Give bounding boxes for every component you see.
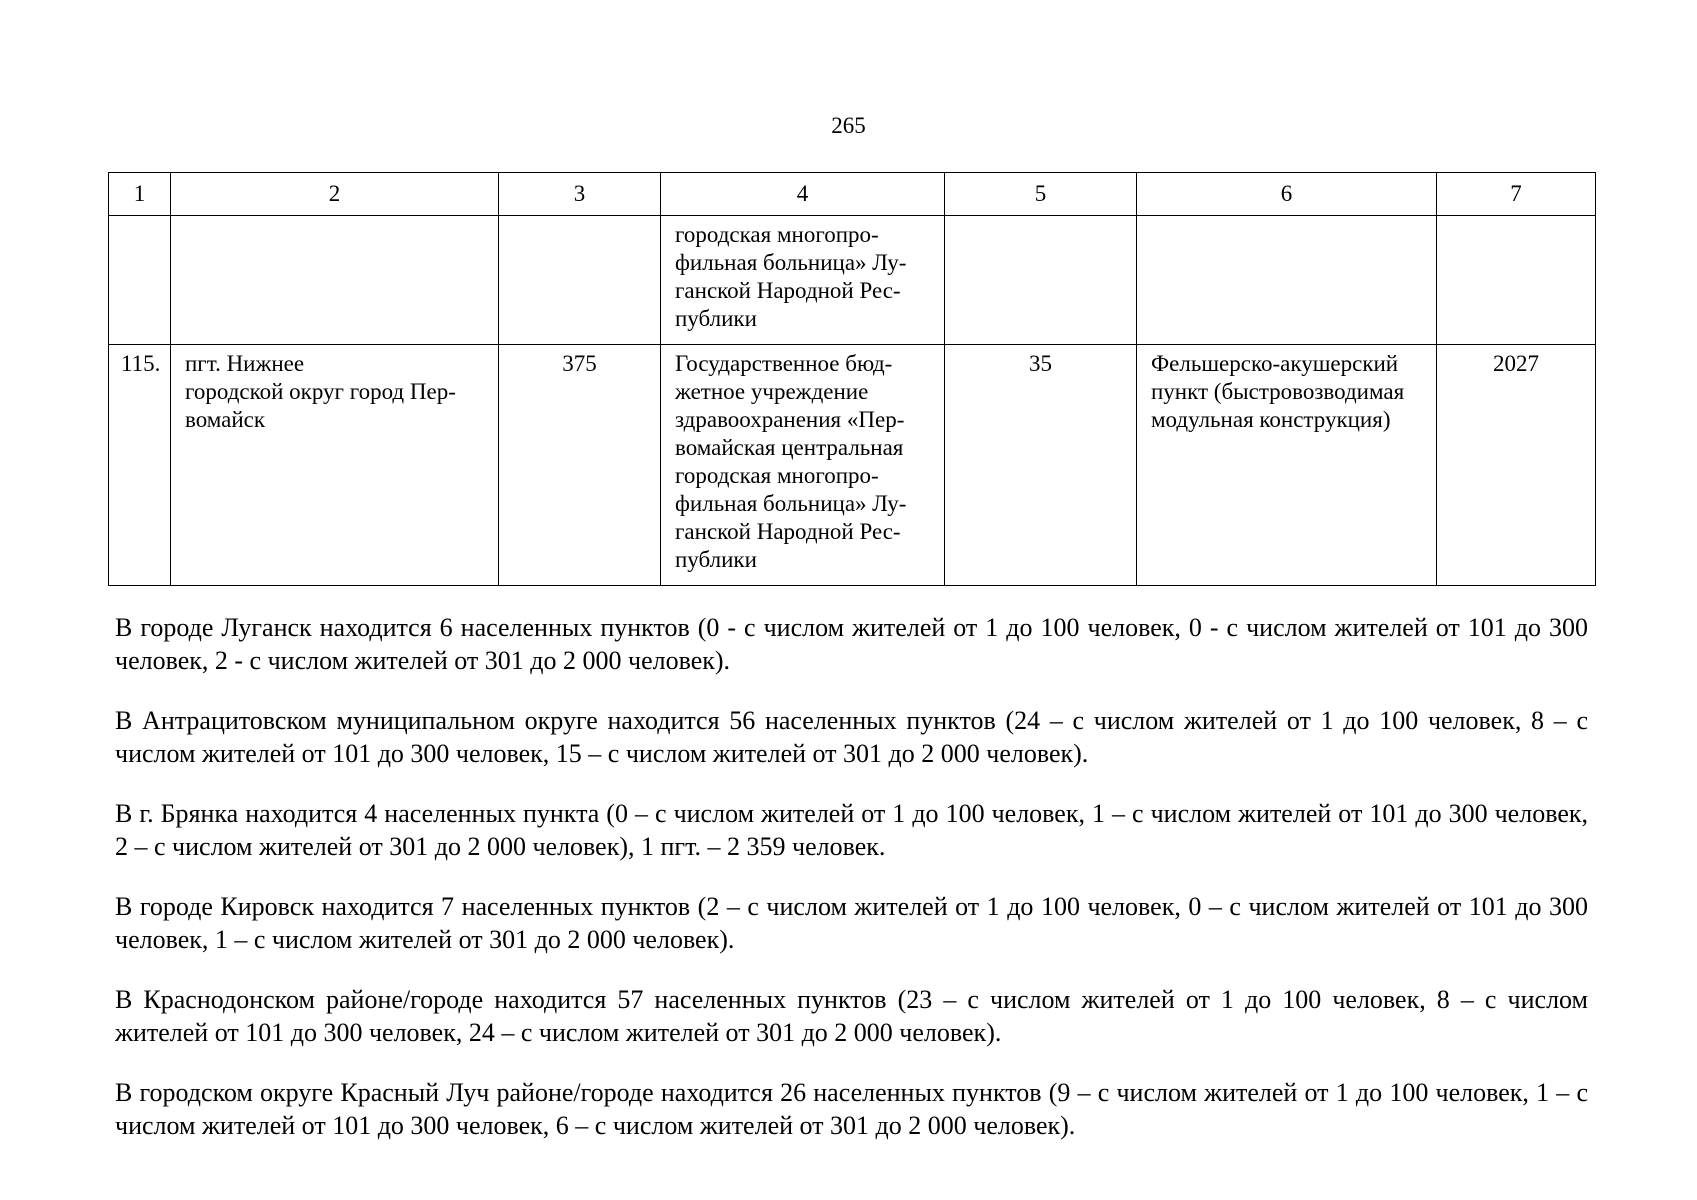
paragraph-kirovsk: В городе Кировск находится 7 населенных пунктов (2 – с числом жителей от 1 до 100 человек, 0 – с числом жителей от 101 до 300 человек, 1 – с числом жителей от 301 до 2 000 человек). — [115, 892, 1588, 954]
column-header: 6 — [1137, 173, 1437, 216]
table-cell — [171, 216, 499, 345]
column-header: 3 — [499, 173, 661, 216]
page-number: 265 — [831, 113, 866, 138]
table-cell-distance: 35 — [945, 345, 1137, 586]
paragraph-krasnodon: В Краснодонском районе/городе находится 57 населенных пунктов (23 – с числом жителей от 1 до 100 человек, 8 – с числом жителей от 101 до 300 человек, 24 – с числом жителей от 301 до 2 000 человек). — [115, 985, 1588, 1047]
column-header: 5 — [945, 173, 1137, 216]
paragraph-krasny-luch: В городском округе Красный Луч районе/городе находится 26 населенных пунктов (9 – с числом жителей от 1 до 100 человек, 1 – с числом жителей от 101 до 300 человек, 6 – с числом жителей от 301 до 2 000 человек). — [115, 1078, 1588, 1140]
data-table — [108, 172, 1596, 586]
table-cell-facility: Фельшерско-акушерский пункт (быстровозводимая модульная конструкция) — [1137, 345, 1437, 586]
paragraph-lugansk: В городе Луганск находится 6 населенных пунктов (0 - с числом жителей от 1 до 100 человек, 0 - с числом жителей от 101 до 300 человек, 2 - с числом жителей от 301 до 2 000 человек). — [115, 613, 1588, 675]
table-cell-institution: Государственное бюд- жетное учреждение здравоохранения «Пер- вомайская центральная городская многопро- фильная больница» Лу- ганской Народной Рес- публики — [661, 345, 945, 586]
column-header: 1 — [109, 173, 171, 216]
table-cell — [499, 216, 661, 345]
table-row — [109, 345, 1596, 586]
paragraph-antratsit: В Антрацитовском муниципальном округе находится 56 населенных пунктов (24 – с числом жителей от 1 до 100 человек, 8 – с числом жителей от 101 до 300 человек, 15 – с числом жителей от 301 до 2 000 человек). — [115, 706, 1588, 768]
table-row — [109, 216, 1596, 345]
table-header-row — [109, 173, 1596, 216]
table-cell-number: 115. — [109, 345, 171, 586]
table-cell: городская многопро- фильная больница» Лу- ганской Народной Рес- публики — [661, 216, 945, 345]
table-cell — [1137, 216, 1437, 345]
table-cell — [1437, 216, 1596, 345]
table-cell-settlement: пгт. Нижнее городской округ город Пер- вомайск — [171, 345, 499, 586]
column-header: 2 — [171, 173, 499, 216]
column-header: 4 — [661, 173, 945, 216]
body-text — [115, 611, 1588, 1169]
table-cell — [109, 216, 171, 345]
table-cell — [945, 216, 1137, 345]
table-cell-year: 2027 — [1437, 345, 1596, 586]
column-header: 7 — [1437, 173, 1596, 216]
paragraph-bryanka: В г. Брянка находится 4 населенных пункта (0 – с числом жителей от 1 до 100 человек, 1 – с числом жителей от 101 до 300 человек, 2 – с числом жителей от 301 до 2 000 человек), 1 пгт. – 2 359 человек. — [115, 799, 1588, 861]
table-cell-population: 375 — [499, 345, 661, 586]
